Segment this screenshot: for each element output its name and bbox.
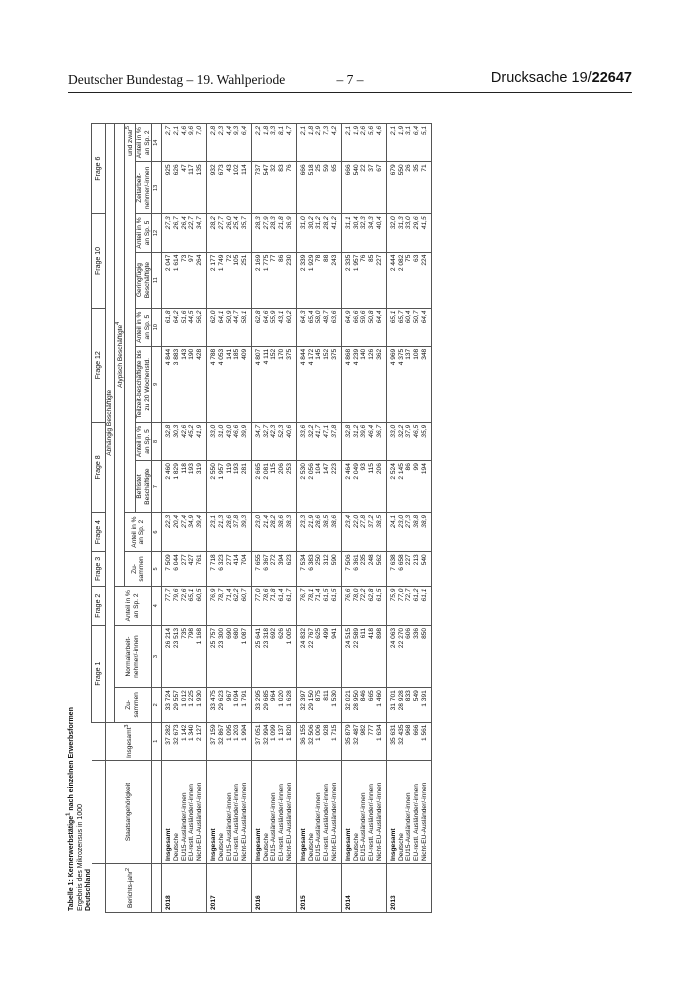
column-number: 12 (152, 214, 162, 252)
table-body (162, 124, 432, 913)
value-cell: 7 718 6 323 277 414 704 (207, 552, 252, 586)
value-cell: 76,6 78,0 72,2 62,8 61,5 (342, 586, 387, 625)
year-cell: 2015 (297, 864, 342, 913)
value-cell: 31,0 30,2 31,2 28,2 41,2 (297, 214, 342, 252)
value-cell: 679 550 26 35 71 (387, 162, 432, 214)
value-cell: 33,0 32,2 37,9 46,5 35,9 (387, 422, 432, 460)
table-row (162, 124, 207, 913)
col-geringfuegig: Geringfügig Beschäftigte (136, 252, 152, 308)
nationality-label: Deutsche (352, 833, 360, 861)
frage-8: Frage 8 (92, 422, 106, 512)
col-anteil-sp5-a: Anteil in % an Sp. 5 (136, 422, 152, 460)
col-anteil-sp2-a: Anteil in % an Sp. 2 (114, 586, 152, 625)
value-cell: 37 051 32 994 1 099 1 137 1 820 (252, 722, 297, 760)
col-normalarbeit: Normalarbeit-nehmer/-innen (114, 625, 152, 687)
value-cell: 2 460 1 829 118 193 319 (162, 461, 207, 513)
column-number: 3 (152, 625, 162, 687)
column-number: 10 (152, 308, 162, 346)
year-cell: 2014 (342, 864, 387, 913)
value-cell: 36 155 32 506 1 006 928 1 715 (297, 722, 342, 760)
col-insgesamt: Insgesamt$^3$ (106, 722, 152, 760)
page-number: – 7 – (336, 72, 364, 87)
value-cell: 32 021 28 950 846 665 1 460 (342, 688, 387, 722)
value-cell: 4 844 4 172 145 152 375 (297, 346, 342, 422)
value-cell: 24 063 22 270 606 336 850 (387, 625, 432, 687)
value-cell: 23,0 21,4 28,2 38,6 38,3 (252, 512, 297, 551)
value-cell: 24 515 22 589 611 418 898 (342, 625, 387, 687)
value-cell: 666 518 25 59 65 (297, 162, 342, 214)
value-cell: 32,8 31,2 39,6 46,4 36,7 (342, 422, 387, 460)
value-cell: 4 868 4 239 140 126 362 (342, 346, 387, 422)
header-rule (68, 92, 632, 93)
nationality-label: EU15-Ausländer/-innen (270, 792, 278, 861)
column-number: 8 (152, 422, 162, 460)
column-number: 11 (152, 252, 162, 308)
nationality-label: Deutsche (262, 833, 270, 861)
frage-6: Frage 6 (92, 124, 106, 214)
value-cell: 2 339 1 929 78 88 243 (297, 252, 342, 308)
value-cell: 31 701 28 928 833 549 1 391 (387, 688, 432, 722)
nationality-label: Nicht-EU-Ausländer/-innen (330, 782, 338, 861)
nationality-label: Insgesamt (300, 828, 308, 861)
group-undzwar: und zwar$^5$ (125, 124, 136, 513)
nationality-label: EU-restl. Ausländer/-innen (233, 784, 241, 861)
value-cell: 32,0 31,3 33,0 29,6 41,5 (387, 214, 432, 252)
value-cell: 32,8 30,3 42,6 45,2 41,9 (162, 422, 207, 460)
nationality-label: EU15-Ausländer/-innen (315, 792, 323, 861)
frage-2: Frage 2 (92, 586, 106, 625)
value-cell: 62,8 64,6 55,9 43,1 60,2 (252, 308, 297, 346)
value-cell: 932 673 43 102 114 (207, 162, 252, 214)
value-cell: 32 397 29 150 875 811 1 530 (297, 688, 342, 722)
nationality-label: Deutsche (397, 833, 405, 861)
value-cell: 35 879 32 487 982 777 1 634 (342, 722, 387, 760)
nationality-label: EU-restl. Ausländer/-innen (368, 784, 375, 861)
value-cell: 2,1 1,9 2,6 5,6 4,6 (342, 124, 387, 162)
value-cell: 4 969 4 375 137 108 348 (387, 346, 432, 422)
value-cell: 666 540 22 37 67 (342, 162, 387, 214)
value-cell: 23,4 22,0 27,8 37,2 38,5 (342, 512, 387, 551)
nationality-cell (162, 761, 207, 864)
value-cell: 33 475 29 623 967 1 094 1 791 (207, 688, 252, 722)
value-cell: 2,1 1,8 2,9 7,3 4,2 (297, 124, 342, 162)
nationality-label: EU-restl. Ausländer/-innen (278, 784, 286, 861)
nationality-cell (387, 761, 432, 864)
nationality-cell (207, 761, 252, 864)
header-left: Deutscher Bundestag – 19. Wahlperiode (68, 72, 286, 87)
value-cell: 76,9 78,7 71,4 62,2 60,7 (207, 586, 252, 625)
value-cell: 2 169 1 775 77 86 230 (252, 252, 297, 308)
document-number: Drucksache 19/22647 (490, 70, 632, 86)
value-cell: 25 641 23 318 692 626 1 005 (252, 625, 297, 687)
value-cell: 22,3 20,4 27,4 34,9 39,4 (162, 512, 207, 551)
value-cell: 61,8 64,2 51,6 44,5 56,2 (162, 308, 207, 346)
frage-12: Frage 12 (92, 308, 106, 422)
nationality-label: Insgesamt (255, 828, 263, 861)
value-cell: 7 509 6 044 277 427 761 (162, 552, 207, 586)
value-cell: 77,0 78,6 71,8 61,4 61,7 (252, 586, 297, 625)
value-cell: 25 757 23 300 690 680 1 087 (207, 625, 252, 687)
value-cell: 4 788 4 053 141 185 409 (207, 346, 252, 422)
value-cell: 24,1 23,0 27,3 38,8 38,9 (387, 512, 432, 551)
nationality-label: EU-restl. Ausländer/-innen (412, 784, 420, 861)
value-cell: 23,1 21,3 28,6 37,8 39,3 (207, 512, 252, 551)
column-number: 9 (152, 346, 162, 422)
table-row (297, 124, 342, 913)
value-cell: 7 506 6 361 235 248 562 (342, 552, 387, 586)
column-number: 14 (152, 124, 162, 162)
column-number: 6 (152, 512, 162, 551)
col-anteil-sp2-c: Anteil in % an Sp. 2 (136, 124, 152, 162)
value-cell: 75,9 77,0 72,7 61,2 61,1 (387, 586, 432, 625)
value-cell: 64,9 66,6 59,6 50,8 64,4 (342, 308, 387, 346)
value-cell: 7 534 6 383 250 312 590 (297, 552, 342, 586)
table-row (207, 124, 252, 913)
col-zeitarbeit: Zeitarbeit-nehmer/-innen (136, 162, 152, 214)
frage-row (92, 124, 106, 913)
frage-10: Frage 10 (92, 214, 106, 308)
value-cell: 23,3 21,9 28,6 38,5 38,6 (297, 512, 342, 551)
nationality-label: Insgesamt (210, 828, 218, 861)
year-cell: 2016 (252, 864, 297, 913)
value-cell: 2 665 2 081 115 206 253 (252, 461, 297, 513)
nationality-cell (297, 761, 342, 864)
rotated-table-page (65, 123, 635, 913)
value-cell: 31,1 30,4 32,3 34,3 40,4 (342, 214, 387, 252)
value-cell: 33,0 31,0 43,0 46,6 39,9 (207, 422, 252, 460)
value-cell: 33,6 32,2 41,7 47,1 37,8 (297, 422, 342, 460)
value-cell: 24 832 22 767 625 499 941 (297, 625, 342, 687)
year-cell: 2013 (387, 864, 432, 913)
value-cell: 27,3 26,7 26,4 22,7 34,7 (162, 214, 207, 252)
value-cell: 2 177 1 749 72 105 251 (207, 252, 252, 308)
value-cell: 37 159 32 867 1 095 1 203 1 994 (207, 722, 252, 760)
page-header (68, 70, 632, 92)
data-table (91, 123, 432, 913)
col-berichtsjahr: Berichts-jahr$^2$ (106, 864, 152, 913)
value-cell: 2,8 2,3 4,4 9,3 6,4 (207, 124, 252, 162)
value-cell: 737 547 32 83 76 (252, 162, 297, 214)
value-cell: 7 655 6 367 272 394 623 (252, 552, 297, 586)
table-row (252, 124, 297, 913)
value-cell: 2 444 2 082 75 63 224 (387, 252, 432, 308)
nationality-label: EU-restl. Ausländer/-innen (323, 784, 331, 861)
value-cell: 62,0 64,1 50,9 44,7 58,1 (207, 308, 252, 346)
col-befristet: Befristet Beschäftigte (136, 461, 152, 513)
value-cell: 26 214 23 513 735 798 1 168 (162, 625, 207, 687)
value-cell: 76,7 78,1 71,4 61,5 61,5 (297, 586, 342, 625)
year-cell: 2018 (162, 864, 207, 913)
value-cell: 77,7 79,6 72,6 65,1 60,5 (162, 586, 207, 625)
nationality-label: Insgesamt (390, 828, 398, 861)
col-staatsangehoerigkeit: Staatsangehörigkeit (106, 761, 152, 864)
frage-4: Frage 4 (92, 512, 106, 551)
value-cell: 37 282 32 673 1 142 1 340 2 127 (162, 722, 207, 760)
column-number: 5 (152, 552, 162, 586)
table-caption: Tabelle 1: Kernerwerbstätige$^1$ nach einzelnen Erwerbsformen Ergebnis des Mikrozensus in 1000 Deutschland (66, 707, 93, 911)
nationality-label: EU15-Ausländer/-innen (405, 792, 413, 861)
value-cell: 28,2 27,7 26,0 25,4 35,7 (207, 214, 252, 252)
nationality-label: Nicht-EU-Ausländer/-innen (375, 782, 383, 861)
value-cell: 2 550 1 957 119 193 281 (207, 461, 252, 513)
frage-3: Frage 3 (92, 552, 106, 586)
value-cell: 925 626 47 117 135 (162, 162, 207, 214)
value-cell: 2 464 2 049 93 115 206 (342, 461, 387, 513)
nationality-label: EU15-Ausländer/-innen (360, 792, 368, 861)
value-cell: 2,1 1,9 3,1 6,4 5,1 (387, 124, 432, 162)
column-number: 13 (152, 162, 162, 214)
value-cell: 2 524 2 145 86 99 194 (387, 461, 432, 513)
nationality-cell (252, 761, 297, 864)
value-cell: 33 295 29 685 964 1 020 1 628 (252, 688, 297, 722)
value-cell: 2,2 1,8 3,3 8,1 4,7 (252, 124, 297, 162)
col-zusammen-1: Zu-sammen (114, 688, 152, 722)
nationality-label: Nicht-EU-Ausländer/-innen (420, 782, 428, 861)
col-anteil-sp5-c: Anteil in % an Sp. 5 (136, 214, 152, 252)
value-cell: 64,3 65,4 58,0 48,7 63,6 (297, 308, 342, 346)
nationality-label: Deutsche (307, 833, 315, 861)
value-cell: 4 844 3 883 143 190 428 (162, 346, 207, 422)
value-cell: 4 807 4 111 152 170 375 (252, 346, 297, 422)
value-cell: 34,7 32,7 42,3 52,3 40,6 (252, 422, 297, 460)
value-cell: 33 724 29 557 1 012 1 225 1 930 (162, 688, 207, 722)
nationality-label: Nicht-EU-Ausländer/-innen (285, 782, 293, 861)
value-cell: 35 631 32 435 968 666 1 561 (387, 722, 432, 760)
value-cell: 2 530 2 056 104 147 223 (297, 461, 342, 513)
value-cell: 2,7 2,1 4,6 9,6 7,0 (162, 124, 207, 162)
col-teilzeit: Teilzeit-beschäftigte bis zu 20 Wochenstd. (136, 346, 152, 422)
nationality-label: Deutsche (217, 833, 225, 861)
group-abhaengig: Abhängig Beschäftigte (106, 124, 115, 723)
value-cell: 2 047 1 614 73 97 264 (162, 252, 207, 308)
value-cell: 28,3 27,9 28,3 21,8 36,9 (252, 214, 297, 252)
col-anteil-sp2-b: Anteil in % an Sp. 2 (125, 512, 152, 551)
nationality-label: Insgesamt (165, 828, 173, 861)
column-number: 7 (152, 461, 162, 513)
nationality-label: Insgesamt (345, 828, 353, 861)
nationality-label: EU15-Ausländer/-innen (225, 792, 233, 861)
value-cell: 2 335 1 957 76 85 227 (342, 252, 387, 308)
nationality-label: EU-restl. Ausländer/-innen (188, 784, 196, 861)
column-number: 2 (152, 688, 162, 722)
nationality-label: Nicht-EU-Ausländer/-innen (240, 782, 248, 861)
column-number: 4 (152, 586, 162, 625)
nationality-label: Deutsche (172, 833, 180, 861)
group-row-1 (106, 124, 115, 913)
table-row (342, 124, 387, 913)
table-row (387, 124, 432, 913)
group-atypisch: Atypisch Beschäftigte$^4$ (114, 124, 125, 587)
nationality-label: EU15-Ausländer/-innen (180, 792, 188, 861)
column-number: 1 (152, 722, 162, 760)
value-cell: 7 638 6 658 227 213 540 (387, 552, 432, 586)
year-cell: 2017 (207, 864, 252, 913)
nationality-label: Nicht-EU-Ausländer/-innen (195, 782, 203, 861)
nationality-cell (342, 761, 387, 864)
column-number-row (152, 124, 162, 913)
frage-1: Frage 1 (92, 625, 106, 722)
col-zusammen-2: Zu-sammen (125, 552, 152, 586)
value-cell: 65,1 65,7 60,4 50,7 64,4 (387, 308, 432, 346)
col-anteil-sp5-b: Anteil in % an Sp. 5 (136, 308, 152, 346)
